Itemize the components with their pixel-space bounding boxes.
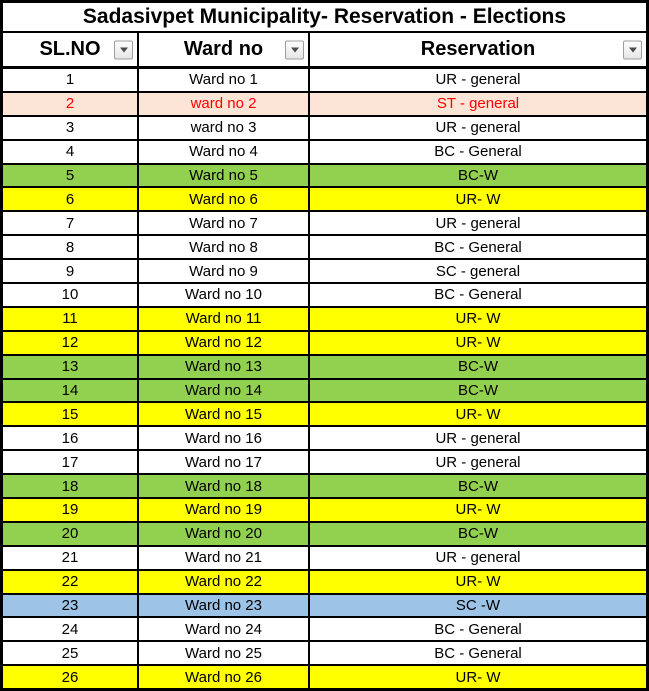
table-row xyxy=(3,427,646,451)
table-row xyxy=(3,93,646,117)
cell-reservation[interactable]: UR- W xyxy=(455,405,501,423)
column-header-ward-no-label: Ward no xyxy=(183,38,264,60)
cell-ward[interactable]: Ward no 23 xyxy=(139,595,310,617)
cell-reservation[interactable]: BC-W xyxy=(458,477,498,495)
column-header-sl-no-label: SL.NO xyxy=(39,38,101,60)
cell-ward[interactable]: Ward no 22 xyxy=(139,571,310,593)
table-row xyxy=(3,547,646,571)
cell-ward[interactable]: Ward no 9 xyxy=(139,260,310,282)
cell-sl-no[interactable]: 12 xyxy=(3,332,139,354)
cell-reservation[interactable]: UR- W xyxy=(455,501,501,519)
cell-reservation[interactable]: UR - general xyxy=(435,119,521,137)
cell-reservation[interactable]: BC - General xyxy=(434,238,522,256)
table-row xyxy=(3,475,646,499)
cell-ward[interactable]: Ward no 5 xyxy=(139,165,310,187)
table-row xyxy=(3,356,646,380)
table-row xyxy=(3,499,646,523)
cell-reservation[interactable]: SC -W xyxy=(455,597,501,615)
cell-sl-no[interactable]: 9 xyxy=(3,260,139,282)
cell-reservation[interactable]: BC-W xyxy=(458,358,498,376)
cell-ward[interactable]: Ward no 13 xyxy=(139,356,310,378)
cell-ward[interactable]: Ward no 16 xyxy=(139,427,310,449)
table-body xyxy=(3,69,646,688)
table-row xyxy=(3,380,646,404)
filter-button-ward-no[interactable] xyxy=(285,40,304,59)
cell-reservation[interactable]: BC - General xyxy=(434,620,522,638)
cell-reservation[interactable]: UR - general xyxy=(435,549,521,567)
cell-ward[interactable]: ward no 3 xyxy=(139,117,310,139)
filter-button-reservation[interactable] xyxy=(623,40,642,59)
cell-ward[interactable]: Ward no 11 xyxy=(139,308,310,330)
cell-reservation[interactable]: BC - General xyxy=(434,143,522,161)
table-row xyxy=(3,523,646,547)
cell-ward[interactable]: Ward no 12 xyxy=(139,332,310,354)
cell-ward[interactable]: Ward no 6 xyxy=(139,188,310,210)
cell-sl-no[interactable]: 7 xyxy=(3,212,139,234)
page-title: Sadasivpet Municipality- Reservation - Elections xyxy=(3,3,646,33)
cell-ward[interactable]: ward no 2 xyxy=(139,93,310,115)
cell-ward[interactable]: Ward no 17 xyxy=(139,451,310,473)
cell-ward[interactable]: Ward no 10 xyxy=(139,284,310,306)
table-row xyxy=(3,236,646,260)
cell-ward[interactable]: Ward no 7 xyxy=(139,212,310,234)
cell-ward[interactable]: Ward no 24 xyxy=(139,618,310,640)
column-header-sl-no[interactable] xyxy=(3,33,139,66)
cell-reservation[interactable]: UR- W xyxy=(455,310,501,328)
cell-ward[interactable]: Ward no 8 xyxy=(139,236,310,258)
cell-reservation[interactable]: UR- W xyxy=(455,334,501,352)
table-row xyxy=(3,308,646,332)
cell-reservation[interactable]: UR- W xyxy=(455,573,501,591)
cell-ward[interactable]: Ward no 25 xyxy=(139,642,310,664)
table-row xyxy=(3,141,646,165)
cell-reservation[interactable]: UR- W xyxy=(455,190,501,208)
table-row xyxy=(3,666,646,688)
cell-reservation[interactable]: UR - general xyxy=(435,453,521,471)
table-row xyxy=(3,212,646,236)
cell-reservation[interactable]: BC-W xyxy=(458,525,498,543)
cell-sl-no[interactable]: 1 xyxy=(3,69,139,91)
table-row xyxy=(3,69,646,93)
cell-sl-no[interactable]: 25 xyxy=(3,642,139,664)
cell-ward[interactable]: Ward no 14 xyxy=(139,380,310,402)
table-row xyxy=(3,571,646,595)
table-header-row xyxy=(3,33,646,69)
cell-reservation[interactable]: SC - general xyxy=(435,262,521,280)
cell-reservation[interactable]: BC - General xyxy=(434,286,522,304)
cell-sl-no[interactable]: 11 xyxy=(3,308,139,330)
cell-reservation[interactable]: UR - general xyxy=(435,214,521,232)
filter-dropdown-icon xyxy=(291,47,299,52)
cell-reservation[interactable]: UR- W xyxy=(455,668,501,686)
cell-sl-no[interactable]: 17 xyxy=(3,451,139,473)
cell-sl-no[interactable]: 20 xyxy=(3,523,139,545)
cell-ward[interactable]: Ward no 26 xyxy=(139,666,310,688)
cell-sl-no[interactable]: 5 xyxy=(3,165,139,187)
cell-sl-no[interactable]: 21 xyxy=(3,547,139,569)
cell-sl-no[interactable]: 2 xyxy=(3,93,139,115)
cell-ward[interactable]: Ward no 18 xyxy=(139,475,310,497)
cell-sl-no[interactable]: 18 xyxy=(3,475,139,497)
table-row xyxy=(3,117,646,141)
table-row xyxy=(3,165,646,189)
cell-ward[interactable]: Ward no 4 xyxy=(139,141,310,163)
cell-sl-no[interactable]: 3 xyxy=(3,117,139,139)
table-row xyxy=(3,403,646,427)
table-row xyxy=(3,595,646,619)
table-row xyxy=(3,284,646,308)
cell-ward[interactable]: Ward no 1 xyxy=(139,69,310,91)
cell-sl-no[interactable]: 6 xyxy=(3,188,139,210)
column-header-reservation-label: Reservation xyxy=(420,38,536,60)
cell-reservation[interactable]: ST - general xyxy=(436,95,520,113)
filter-dropdown-icon xyxy=(120,47,128,52)
cell-reservation[interactable]: BC - General xyxy=(434,644,522,662)
cell-sl-no[interactable]: 15 xyxy=(3,403,139,425)
cell-sl-no[interactable]: 10 xyxy=(3,284,139,306)
column-header-ward-no[interactable] xyxy=(139,33,310,66)
cell-reservation[interactable]: UR - general xyxy=(435,429,521,447)
cell-ward[interactable]: Ward no 15 xyxy=(139,403,310,425)
table-row xyxy=(3,642,646,666)
table-row xyxy=(3,188,646,212)
table-row xyxy=(3,260,646,284)
cell-sl-no[interactable]: 16 xyxy=(3,427,139,449)
cell-ward[interactable]: Ward no 19 xyxy=(139,499,310,521)
table-row xyxy=(3,618,646,642)
cell-sl-no[interactable]: 24 xyxy=(3,618,139,640)
cell-sl-no[interactable]: 19 xyxy=(3,499,139,521)
cell-ward[interactable]: Ward no 21 xyxy=(139,547,310,569)
table-row xyxy=(3,451,646,475)
column-header-reservation[interactable] xyxy=(310,33,646,66)
table-row xyxy=(3,332,646,356)
cell-sl-no[interactable]: 22 xyxy=(3,571,139,593)
filter-button-sl-no[interactable] xyxy=(114,40,133,59)
cell-ward[interactable]: Ward no 20 xyxy=(139,523,310,545)
cell-sl-no[interactable]: 14 xyxy=(3,380,139,402)
cell-sl-no[interactable]: 4 xyxy=(3,141,139,163)
cell-sl-no[interactable]: 13 xyxy=(3,356,139,378)
cell-sl-no[interactable]: 8 xyxy=(3,236,139,258)
cell-reservation[interactable]: BC-W xyxy=(458,167,498,184)
cell-reservation[interactable]: UR - general xyxy=(435,71,521,89)
cell-sl-no[interactable]: 26 xyxy=(3,666,139,688)
cell-reservation[interactable]: BC-W xyxy=(458,382,498,400)
cell-sl-no[interactable]: 23 xyxy=(3,595,139,617)
filter-dropdown-icon xyxy=(629,47,637,52)
